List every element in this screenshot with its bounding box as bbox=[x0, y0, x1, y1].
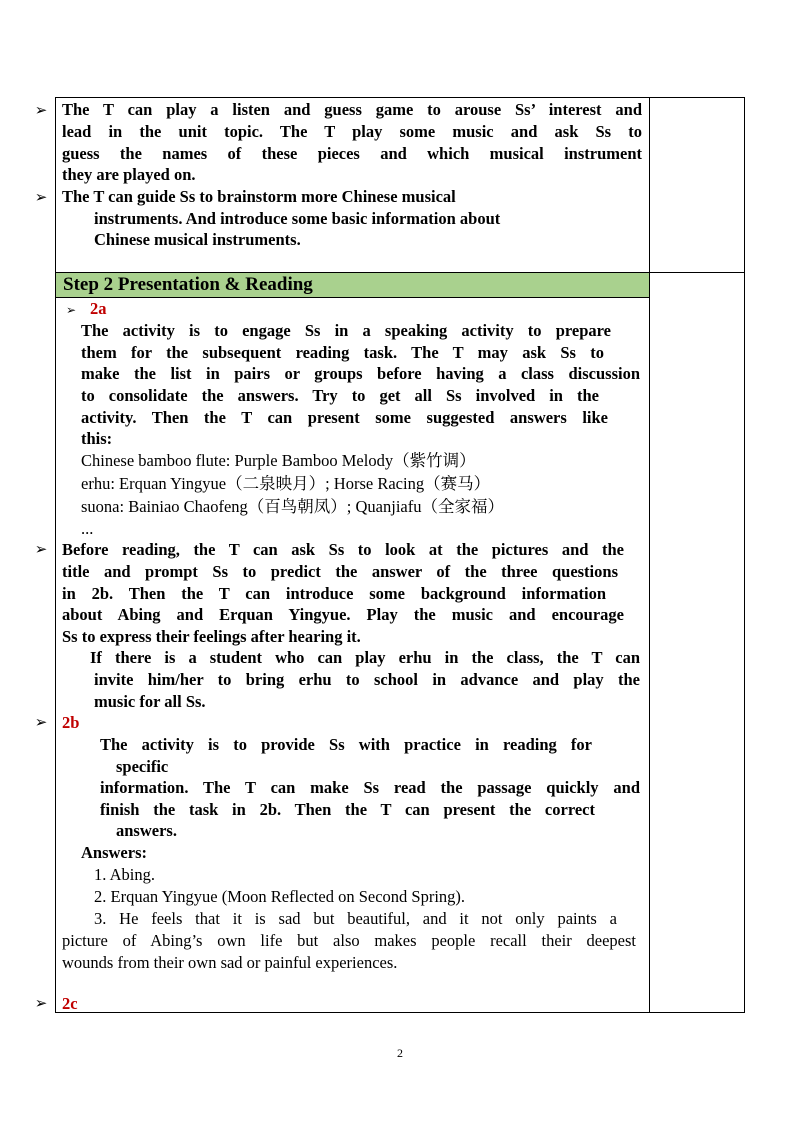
answer-line: 3. He feels that it is sad but beautiful, and it not only paints a bbox=[94, 909, 617, 928]
arrow-bullet-icon: ➢ bbox=[34, 713, 48, 731]
s2a-line: to consolidate the answers. Try to get all Ss involved in the bbox=[81, 386, 599, 405]
answer-line: 2. Erquan Yingyue (Moon Reflected on Second Spring). bbox=[94, 887, 466, 906]
intro-line: instruments. And introduce some basic information about bbox=[94, 209, 501, 228]
arrow-bullet-icon: ➢ bbox=[34, 994, 48, 1012]
example-line: Chinese bamboo flute: Purple Bamboo Melody（紫竹调） bbox=[81, 451, 476, 470]
arrow-bullet-icon: ➢ bbox=[34, 188, 48, 206]
intro-line: they are played on. bbox=[62, 165, 196, 184]
s2b-line: specific bbox=[116, 757, 169, 776]
example-line: ... bbox=[81, 519, 94, 538]
before-line: Ss to express their feelings after hearing it. bbox=[62, 627, 361, 646]
answer-line: 1. Abing. bbox=[94, 865, 155, 884]
section-2b-label: 2b bbox=[62, 713, 80, 732]
intro-line: guess the names of these pieces and which musical instrument bbox=[62, 144, 642, 163]
intro-line: Chinese musical instruments. bbox=[94, 230, 301, 249]
s2a-line: activity. Then the T can present some suggested answers like bbox=[81, 408, 608, 427]
arrow-bullet-icon: ➢ bbox=[34, 540, 48, 558]
intro-line: lead in the unit topic. The T play some music and ask Ss to bbox=[62, 122, 642, 141]
before-line: title and prompt Ss to predict the answer of the three questions bbox=[62, 562, 618, 581]
s2a-line: The activity is to engage Ss in a speaking activity to prepare bbox=[81, 321, 611, 340]
intro-line: The T can play a listen and guess game to arouse Ss’ interest and bbox=[62, 100, 642, 119]
s2b-line: The activity is to provide Ss with practice in reading for bbox=[100, 735, 592, 754]
s2a-line: this: bbox=[81, 429, 113, 448]
s2b-line: finish the task in 2b. Then the T can present the correct bbox=[100, 800, 595, 819]
intro-line: The T can guide Ss to brainstorm more Chinese musical bbox=[62, 187, 456, 206]
example-line: erhu: Erquan Yingyue（二泉映月）; Horse Racing（赛马） bbox=[81, 474, 491, 493]
before-line: about Abing and Erquan Yingyue. Play the music and encourage bbox=[62, 605, 624, 624]
example-line: suona: Bainiao Chaofeng（百鸟朝凤）; Quanjiafu（全家福） bbox=[81, 497, 504, 516]
section-2a-label: 2a bbox=[90, 299, 107, 318]
step-2-title: Step 2 Presentation & Reading bbox=[63, 274, 313, 295]
before-extra-line: invite him/her to bring erhu to school in advance and play the bbox=[94, 670, 640, 689]
answer-line: wounds from their own sad or painful experiences. bbox=[62, 953, 398, 972]
step-2-header bbox=[56, 273, 649, 298]
column-divider bbox=[649, 98, 650, 1012]
s2a-line: them for the subsequent reading task. The T may ask Ss to bbox=[81, 343, 604, 362]
arrow-bullet-icon: ➢ bbox=[34, 101, 48, 119]
section-2c-label: 2c bbox=[62, 994, 78, 1013]
answers-label: Answers: bbox=[81, 843, 147, 862]
before-extra-line: music for all Ss. bbox=[94, 692, 206, 711]
before-line: Before reading, the T can ask Ss to look at the pictures and the bbox=[62, 540, 624, 559]
before-extra-line: If there is a student who can play erhu in the class, the T can bbox=[90, 648, 640, 667]
s2b-line: information. The T can make Ss read the passage quickly and bbox=[100, 778, 640, 797]
before-line: in 2b. Then the T can introduce some background information bbox=[62, 584, 606, 603]
arrow-bullet-icon: ➢ bbox=[65, 303, 77, 317]
answer-line: picture of Abing’s own life but also makes people recall their deepest bbox=[62, 931, 636, 950]
s2a-line: make the list in pairs or groups before having a class discussion bbox=[81, 364, 640, 383]
s2b-line: answers. bbox=[116, 821, 177, 840]
page-number: 2 bbox=[397, 1046, 403, 1060]
